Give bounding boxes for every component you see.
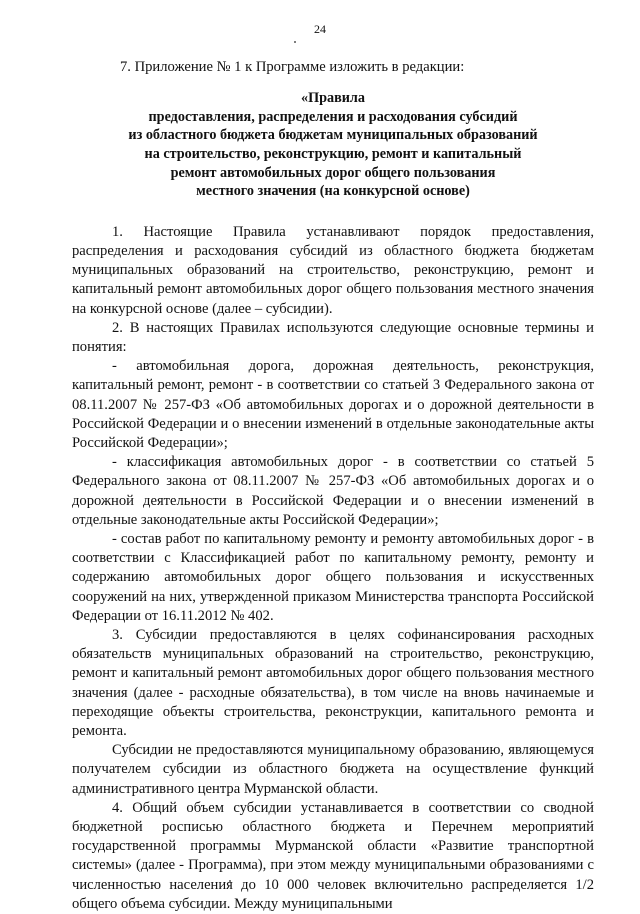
paragraph-1: 1. Настоящие Правила устанавливают порядок предоставления, распределения и расходования субсидий из областного бюджета бюджетам муниципальных образований на строительство, реконструкцию, ремонт и капитальный ремонт автомобильных дорог общего пользования местного значения на конкурсной основе (далее – субсидии). <box>72 223 594 317</box>
paragraph-4: 4. Общий объем субсидии устанавливается в соответствии со сводной бюджетной росписью областного бюджета и Перечнем мероприятий государственной программы Мурманской области «Развитие транспортной системы» (далее - Программа), при этом между муниципальными образованиями с численностью населения до 10 000 человек включительно распределяется 1/2 общего объема субсидии. Между муниципальными <box>72 799 594 912</box>
title-line: предоставления, распределения и расходования субсидий <box>148 108 518 125</box>
document-body <box>72 58 594 914</box>
page-number: 24 <box>314 22 326 36</box>
rules-title <box>72 89 594 201</box>
title-line: на строительство, реконструкцию, ремонт и капитальный <box>144 145 522 162</box>
paragraph-3-exception: Субсидии не предоставляются муниципальному образованию, являющемуся получателем субсидии из областного бюджета на осуществление функций административного центра Мурманской области. <box>72 742 594 797</box>
paragraph-2: 2. В настоящих Правилах используются следующие основные термины и понятия: <box>72 319 594 355</box>
title-line: из областного бюджета бюджетам муниципальных образований <box>128 127 538 144</box>
term-road-classification: - классификация автомобильных дорог - в соответствии со статьей 5 Федерального закона от 08.11.2007 № 257-ФЗ «Об автомобильных дорогах и о дорожной деятельности в Российской Федерации и о внесении изменений в отдельные законодательные акты Российской Федерации»; <box>72 454 594 528</box>
scan-speck <box>294 41 296 43</box>
title-line: местного значения (на конкурсной основе) <box>196 183 470 200</box>
title-line: «Правила <box>300 90 365 107</box>
term-repair-works: - состав работ по капитальному ремонту и ремонту автомобильных дорог - в соответствии с Классификацией работ по капитальному ремонту, ремонту и содержанию автомобильных дорог общего пользования и искусственных сооружений на них, утвержденной приказом Министерства транспорта Российской Федерации от 16.11.2012 № 402. <box>72 531 594 624</box>
title-line: ремонт автомобильных дорог общего пользования <box>170 164 496 181</box>
paragraph-3: 3. Субсидии предоставляются в целях софинансирования расходных обязательств муниципальных образований на строительство, реконструкцию, ремонт и капитальный ремонт автомобильных дорог общего пользования местного значения (далее - расходные обязательства), в том числе на вновь начинаемые и переходящие объекты строительства, реконструкции, капитального ремонта и ремонта. <box>72 627 594 740</box>
intro-line: 7. Приложение № 1 к Программе изложить в редакции: <box>120 59 465 75</box>
term-road-definitions: - автомобильная дорога, дорожная деятельность, реконструкция, капитальный ремонт, ремонт - в соответствии со статьей 3 Федерального закона от 08.11.2007 № 257-ФЗ «Об автомобильных дорогах и о дорожной деятельности в Российской Федерации и о внесении изменений в отдельные законодательные акты Российской Федерации»; <box>72 358 594 451</box>
